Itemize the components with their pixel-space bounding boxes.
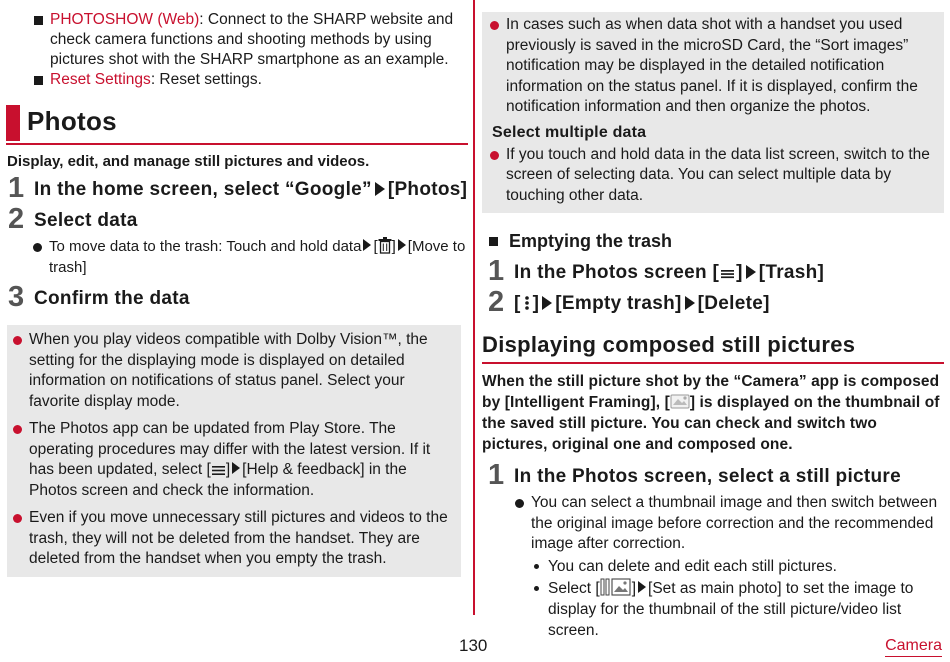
step-target: [Empty trash] [555, 293, 682, 314]
bullet-icon [13, 336, 22, 345]
bracket: ] [391, 238, 396, 255]
bullet-icon [490, 151, 499, 160]
arrow-right-icon [375, 182, 385, 196]
subsection-title [489, 231, 944, 252]
arrow-right-icon [398, 239, 406, 251]
step-2-bullet [32, 237, 468, 278]
main-photo-icon [600, 578, 632, 596]
sub-bullet-icon [534, 564, 539, 569]
left-column [0, 0, 468, 577]
arrow-right-icon [638, 581, 646, 593]
sub-bullet-text: You can delete and edit each still pictures. [548, 557, 837, 575]
step-3 [8, 281, 468, 313]
note-text: When you play videos compatible with Dolby Vision™, the setting for the displaying mode is displayed on detailed information on notifications of status panel. Select your favorite display mode. [29, 331, 428, 410]
notes-box [7, 325, 461, 577]
sub-bullet [531, 578, 944, 641]
bullet-text: You can select a thumbnail image and then switch between the original image before correction and the recommended image after correction. [531, 494, 938, 552]
bullet-icon [13, 514, 22, 523]
notes-box [482, 12, 944, 213]
note-item [12, 419, 455, 501]
step-number: 1 [488, 255, 505, 287]
bracket: [ [373, 238, 378, 255]
note-item [12, 330, 455, 412]
bullet-text: [Move to trash] [49, 238, 466, 276]
bullet-icon [33, 243, 42, 252]
steps [488, 459, 944, 641]
step-target: [Trash] [758, 262, 825, 283]
menu-icon [719, 267, 736, 281]
step-2 [488, 286, 944, 318]
column-divider [473, 0, 475, 615]
bracket: ] [631, 579, 637, 597]
note-text: If you touch and hold data in the data list screen, switch to the screen of selecting data. You can select multiple data by touching other data. [506, 145, 930, 204]
step-number: 3 [8, 281, 25, 313]
section-title: Displaying composed still pictures [482, 332, 944, 364]
camera-section-link[interactable]: Camera [885, 637, 942, 657]
right-column [482, 0, 944, 641]
composed-picture-icon [670, 393, 690, 410]
steps [8, 172, 468, 313]
step-target: [Photos] [387, 179, 468, 200]
step-text: In the Photos screen [ [514, 262, 720, 283]
menu-icon [211, 464, 226, 477]
step-1-bullet [514, 493, 944, 555]
bullet-icon [515, 499, 524, 508]
more-vert-icon [521, 294, 533, 312]
bullet-icon [490, 21, 499, 30]
page-number: 130 [459, 636, 488, 655]
sub-bullet-text: [Set as main photo] to set the image to display for the thumbnail of the still picture/video list screen. [548, 579, 914, 639]
note-text: In cases such as when data shot with a handset you used previously is saved in the microSD Card, the “Sort images” notification may be displayed in the detailed notification information on the status panel. If it is displayed, confirm the notification information and then organize the photos. [506, 16, 918, 115]
subsection-title-text: Emptying the trash [509, 231, 673, 251]
arrow-right-icon [542, 296, 552, 310]
sub-bullet-text: Select [ [548, 579, 600, 597]
bracket: ] [225, 461, 231, 478]
section-header [6, 105, 468, 145]
description-text: ] is displayed on the thumbnail of the saved still picture. You can check and switch two pictures, original one and composed one. [482, 394, 940, 453]
note-text: [Help & feedback] in the Photos screen and check the information. [29, 461, 407, 499]
square-bullet-icon [489, 237, 498, 246]
note-text: The Photos app can be updated from Play Store. The operating procedures may differ with the latest version. If it has been updated, select [ [29, 420, 431, 478]
settings-list [33, 10, 468, 90]
step-target: [Delete] [697, 293, 770, 314]
arrow-right-icon [746, 265, 756, 279]
bullet-text: To move data to the trash: Touch and hold data [49, 238, 362, 255]
step-1 [8, 172, 468, 204]
step-number: 1 [488, 459, 505, 491]
note-text: Even if you move unnecessary still pictures and videos to the trash, they will not be deleted from the handset. They are deleted from the handset when you empty the trash. [29, 509, 448, 567]
note-heading: Select multiple data [492, 123, 647, 141]
reset-settings-link[interactable]: Reset Settings [50, 71, 151, 88]
step-number: 1 [8, 172, 25, 204]
section-bar [6, 105, 20, 141]
step-text: In the Photos screen, select a still picture [514, 466, 901, 487]
list-item [33, 70, 468, 90]
step-1 [488, 255, 944, 287]
photoshow-link[interactable]: PHOTOSHOW (Web) [50, 11, 200, 28]
bracket: ] [532, 293, 540, 314]
section-description: Display, edit, and manage still pictures and videos. [7, 153, 370, 170]
square-bullet-icon [34, 76, 43, 85]
step-text: Confirm the data [34, 288, 190, 309]
bracket: ] [736, 262, 743, 283]
arrow-right-icon [363, 239, 371, 251]
trash-icon [378, 237, 392, 254]
sub-bullet-icon [534, 586, 539, 591]
bullet-icon [13, 425, 22, 434]
step-number: 2 [8, 203, 25, 235]
note-item [489, 145, 938, 207]
description-text: When the still picture shot by the “Camera” app is composed by [Intelligent Framing], [ [482, 373, 940, 411]
section-description [482, 371, 944, 455]
square-bullet-icon [34, 16, 43, 25]
sub-bullet [531, 556, 944, 577]
step-1 [488, 459, 944, 491]
arrow-right-icon [685, 296, 695, 310]
arrow-right-icon [232, 462, 240, 474]
step-text: Select data [34, 210, 138, 231]
section-title: Photos [27, 106, 117, 136]
note-item [489, 15, 938, 118]
step-number: 2 [488, 286, 505, 318]
step-2 [8, 203, 468, 235]
trash-steps [488, 255, 944, 318]
bracket: [ [514, 293, 521, 314]
step-text: In the home screen, select “Google” [34, 179, 372, 200]
note-item [12, 508, 455, 570]
list-item-text: : Connect to the SHARP website and check camera functions and shooting methods by using pictures shot with the SHARP smartphone as an example. [50, 11, 454, 68]
list-item-text: : Reset settings. [150, 71, 262, 88]
list-item [33, 10, 468, 70]
